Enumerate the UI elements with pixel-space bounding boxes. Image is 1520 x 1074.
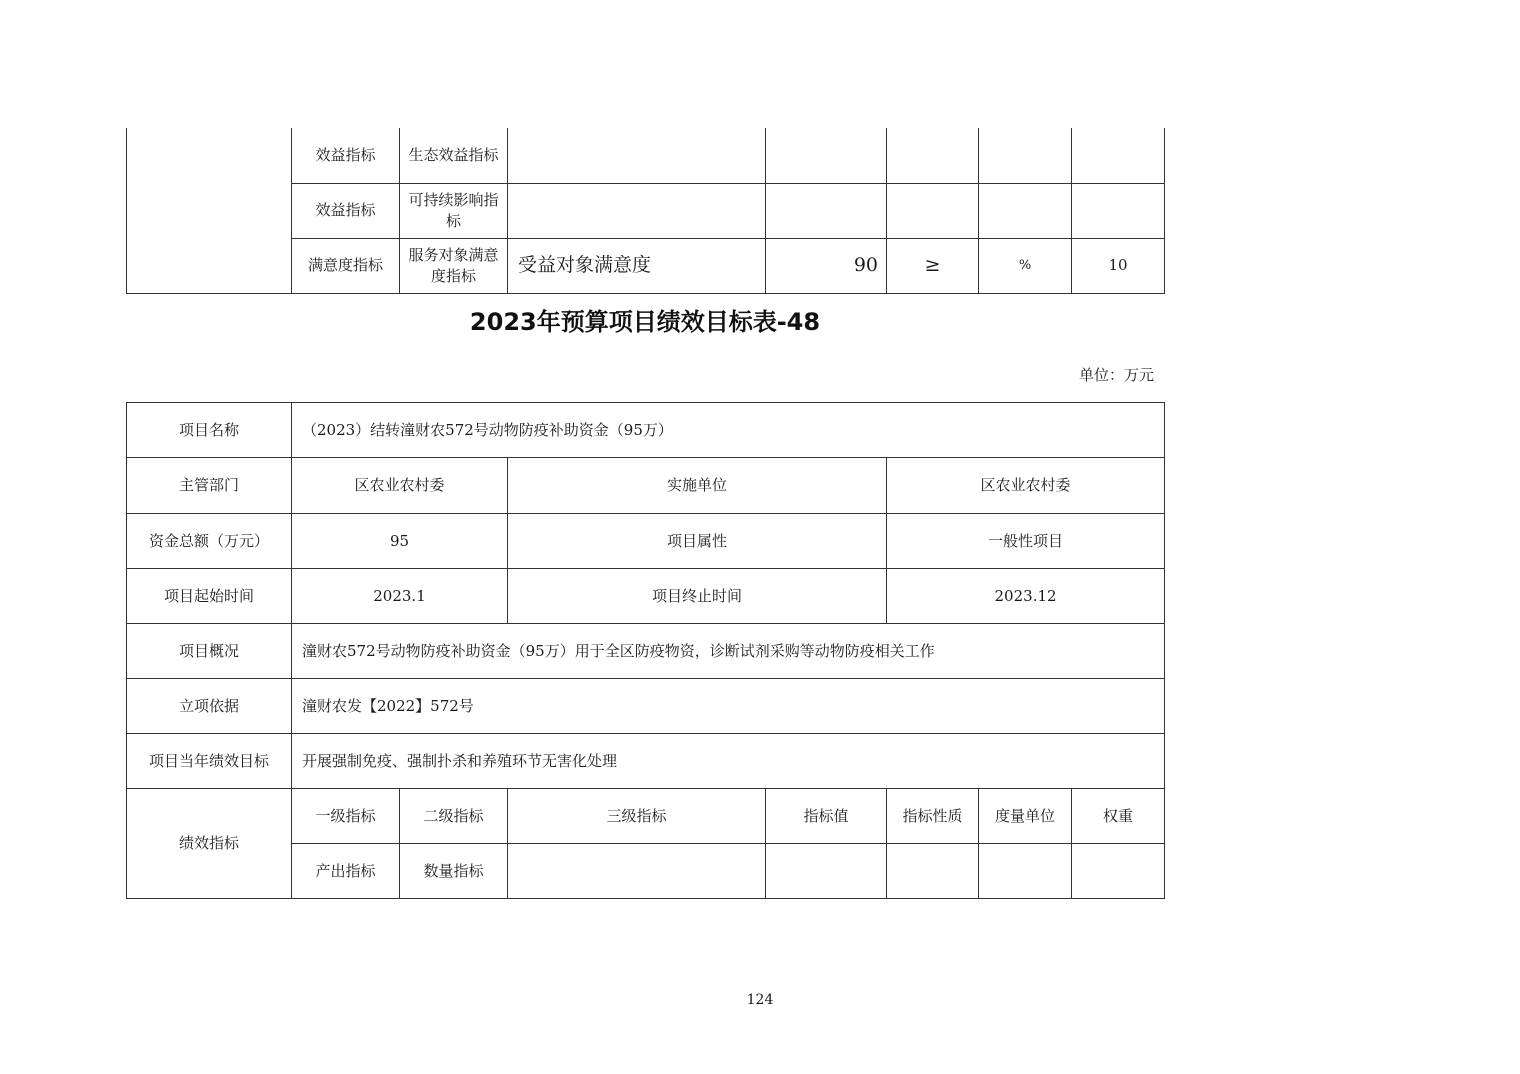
indicators-label: 绩效指标 <box>127 789 292 899</box>
unit-cell <box>979 844 1072 899</box>
attr-label: 项目属性 <box>508 514 887 569</box>
nature-cell: ≥ <box>887 238 979 293</box>
fund-label: 资金总额（万元） <box>127 514 292 569</box>
level3-cell <box>508 128 766 183</box>
continued-indicator-table <box>126 128 1165 294</box>
level1-cell: 效益指标 <box>292 183 400 238</box>
unit-cell <box>979 183 1072 238</box>
attr-value: 一般性项目 <box>887 514 1165 569</box>
page-number: 124 <box>746 992 774 1008</box>
dept-label: 主管部门 <box>127 458 292 514</box>
basis-value: 潼财农发【2022】572号 <box>292 679 1165 734</box>
table-row <box>127 514 1165 569</box>
weight-cell: 10 <box>1072 238 1165 293</box>
end-label: 项目终止时间 <box>508 569 887 624</box>
level1-cell: 产出指标 <box>292 844 400 899</box>
start-value: 2023.1 <box>292 569 508 624</box>
level2-cell: 可持续影响指标 <box>400 183 508 238</box>
level3-cell <box>508 844 766 899</box>
level3-cell <box>508 183 766 238</box>
fund-value: 95 <box>292 514 508 569</box>
dept-value: 区农业农村委 <box>292 458 508 514</box>
level1-cell: 满意度指标 <box>292 238 400 293</box>
nature-cell <box>887 128 979 183</box>
goal-value: 开展强制免疫、强制扑杀和养殖环节无害化处理 <box>292 734 1165 789</box>
header-unit: 度量单位 <box>979 789 1072 844</box>
unit-cell: % <box>979 238 1072 293</box>
goal-label: 项目当年绩效目标 <box>127 734 292 789</box>
value-cell: 90 <box>766 238 887 293</box>
impl-label: 实施单位 <box>508 458 887 514</box>
table-row <box>127 458 1165 514</box>
table-row <box>127 569 1165 624</box>
overview-value: 潼财农572号动物防疫补助资金（95万）用于全区防疫物资，诊断试剂采购等动物防疫相关工作 <box>292 624 1165 679</box>
weight-cell <box>1072 183 1165 238</box>
basis-label: 立项依据 <box>127 679 292 734</box>
level3-cell: 受益对象满意度 <box>508 238 766 293</box>
level2-cell: 服务对象满意度指标 <box>400 238 508 293</box>
project-name-label: 项目名称 <box>127 403 292 458</box>
weight-cell <box>1072 844 1165 899</box>
table-row <box>127 624 1165 679</box>
page-title: 2023年预算项目绩效目标表-48 <box>469 308 821 336</box>
value-cell <box>766 183 887 238</box>
level2-cell: 生态效益指标 <box>400 128 508 183</box>
overview-label: 项目概况 <box>127 624 292 679</box>
header-value: 指标值 <box>766 789 887 844</box>
value-cell <box>766 844 887 899</box>
start-label: 项目起始时间 <box>127 569 292 624</box>
weight-cell <box>1072 128 1165 183</box>
unit-cell <box>979 128 1072 183</box>
project-name-value: （2023）结转潼财农572号动物防疫补助资金（95万） <box>292 403 1165 458</box>
unit-label: 单位：万元 <box>1078 366 1154 384</box>
header-level3: 三级指标 <box>508 789 766 844</box>
table-row <box>127 403 1165 458</box>
header-weight: 权重 <box>1072 789 1165 844</box>
header-level2: 二级指标 <box>400 789 508 844</box>
value-cell <box>766 128 887 183</box>
indicator-category-cell <box>127 128 292 293</box>
table-row <box>127 734 1165 789</box>
end-value: 2023.12 <box>887 569 1165 624</box>
level2-cell: 数量指标 <box>400 844 508 899</box>
level1-cell: 效益指标 <box>292 128 400 183</box>
performance-target-table <box>126 402 1165 899</box>
table-row <box>127 789 1165 844</box>
table-row <box>127 128 1165 183</box>
nature-cell <box>887 183 979 238</box>
nature-cell <box>887 844 979 899</box>
impl-value: 区农业农村委 <box>887 458 1165 514</box>
table-row <box>127 679 1165 734</box>
header-nature: 指标性质 <box>887 789 979 844</box>
header-level1: 一级指标 <box>292 789 400 844</box>
